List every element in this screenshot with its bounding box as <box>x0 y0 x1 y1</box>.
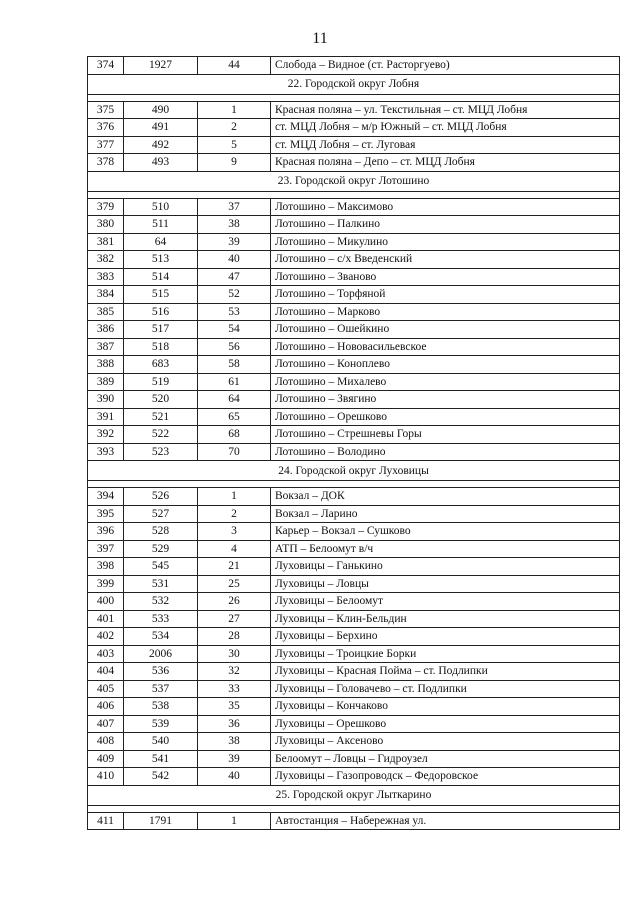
registry-number-cell: 493 <box>124 154 198 172</box>
route-number-cell: 47 <box>198 268 271 286</box>
table-row <box>88 750 620 768</box>
table-row <box>88 628 620 646</box>
routes-table <box>87 56 620 830</box>
row-number-cell: 393 <box>88 443 124 461</box>
row-number-cell: 411 <box>88 812 124 830</box>
row-number-cell: 401 <box>88 610 124 628</box>
route-number-cell: 65 <box>198 408 271 426</box>
table-row <box>88 57 620 75</box>
registry-number-cell: 542 <box>124 768 198 786</box>
route-number-cell: 2 <box>198 119 271 137</box>
row-number-cell: 403 <box>88 645 124 663</box>
table-row <box>88 136 620 154</box>
route-number-cell: 21 <box>198 558 271 576</box>
route-number-cell: 4 <box>198 540 271 558</box>
route-name-cell: Лотошино – Нововасильевское <box>271 338 620 356</box>
route-name-cell: Лотошино – Марково <box>271 303 620 321</box>
route-name-cell: Лотошино – с/х Введенский <box>271 251 620 269</box>
registry-number-cell: 538 <box>124 698 198 716</box>
route-number-cell: 64 <box>198 391 271 409</box>
row-number-cell: 400 <box>88 593 124 611</box>
table-row <box>88 251 620 269</box>
row-number-cell: 402 <box>88 628 124 646</box>
registry-number-cell: 527 <box>124 505 198 523</box>
section-title: 25. Городской округ Лыткарино <box>88 785 620 805</box>
route-number-cell: 35 <box>198 698 271 716</box>
registry-number-cell: 533 <box>124 610 198 628</box>
route-number-cell: 32 <box>198 663 271 681</box>
table-row <box>88 408 620 426</box>
row-number-cell: 394 <box>88 488 124 506</box>
row-number-cell: 399 <box>88 575 124 593</box>
route-name-cell: Луховицы – Аксеново <box>271 733 620 751</box>
section-header-row <box>88 171 620 191</box>
table-row <box>88 321 620 339</box>
section-spacer <box>88 481 620 488</box>
route-name-cell: Лотошино – Володино <box>271 443 620 461</box>
row-number-cell: 398 <box>88 558 124 576</box>
registry-number-cell: 519 <box>124 373 198 391</box>
row-number-cell: 409 <box>88 750 124 768</box>
registry-number-cell: 516 <box>124 303 198 321</box>
registry-number-cell: 540 <box>124 733 198 751</box>
table-row <box>88 645 620 663</box>
route-number-cell: 40 <box>198 768 271 786</box>
registry-number-cell: 513 <box>124 251 198 269</box>
row-number-cell: 397 <box>88 540 124 558</box>
row-number-cell: 396 <box>88 523 124 541</box>
table-row <box>88 575 620 593</box>
registry-number-cell: 537 <box>124 680 198 698</box>
route-name-cell: Красная поляна – Депо – ст. МЦД Лобня <box>271 154 620 172</box>
route-name-cell: Лотошино – Торфяной <box>271 286 620 304</box>
row-number-cell: 380 <box>88 216 124 234</box>
route-name-cell: АТП – Белоомут в/ч <box>271 540 620 558</box>
table-row <box>88 523 620 541</box>
route-name-cell: Автостанция – Набережная ул. <box>271 812 620 830</box>
section-title: 23. Городской округ Лотошино <box>88 171 620 191</box>
route-number-cell: 33 <box>198 680 271 698</box>
route-number-cell: 1 <box>198 488 271 506</box>
spacer-cell <box>88 94 620 101</box>
route-name-cell: Лотошино – Орешково <box>271 408 620 426</box>
table-row <box>88 768 620 786</box>
table-row <box>88 101 620 119</box>
route-name-cell: Лотошино – Максимово <box>271 198 620 216</box>
route-number-cell: 68 <box>198 426 271 444</box>
route-number-cell: 26 <box>198 593 271 611</box>
table-row <box>88 593 620 611</box>
registry-number-cell: 683 <box>124 356 198 374</box>
registry-number-cell: 526 <box>124 488 198 506</box>
row-number-cell: 377 <box>88 136 124 154</box>
row-number-cell: 385 <box>88 303 124 321</box>
table-row <box>88 812 620 830</box>
registry-number-cell: 528 <box>124 523 198 541</box>
registry-number-cell: 64 <box>124 233 198 251</box>
table-row <box>88 154 620 172</box>
section-title: 24. Городской округ Луховицы <box>88 461 620 481</box>
route-name-cell: Лотошино – Коноплево <box>271 356 620 374</box>
spacer-cell <box>88 481 620 488</box>
page-number: 11 <box>312 30 328 47</box>
row-number-cell: 406 <box>88 698 124 716</box>
route-name-cell: Луховицы – Ганькино <box>271 558 620 576</box>
row-number-cell: 384 <box>88 286 124 304</box>
route-name-cell: Луховицы – Белоомут <box>271 593 620 611</box>
route-number-cell: 30 <box>198 645 271 663</box>
row-number-cell: 383 <box>88 268 124 286</box>
table-row <box>88 505 620 523</box>
route-number-cell: 52 <box>198 286 271 304</box>
route-name-cell: Луховицы – Троицкие Борки <box>271 645 620 663</box>
registry-number-cell: 511 <box>124 216 198 234</box>
route-number-cell: 27 <box>198 610 271 628</box>
route-name-cell: Лотошино – Михалево <box>271 373 620 391</box>
registry-number-cell: 529 <box>124 540 198 558</box>
row-number-cell: 386 <box>88 321 124 339</box>
route-number-cell: 53 <box>198 303 271 321</box>
section-title: 22. Городской округ Лобня <box>88 74 620 94</box>
table-row <box>88 286 620 304</box>
routes-table-body <box>88 57 620 830</box>
registry-number-cell: 536 <box>124 663 198 681</box>
row-number-cell: 407 <box>88 715 124 733</box>
registry-number-cell: 545 <box>124 558 198 576</box>
registry-number-cell: 492 <box>124 136 198 154</box>
registry-number-cell: 539 <box>124 715 198 733</box>
table-row <box>88 558 620 576</box>
route-number-cell: 1 <box>198 812 271 830</box>
route-name-cell: Вокзал – Ларино <box>271 505 620 523</box>
section-spacer <box>88 805 620 812</box>
row-number-cell: 389 <box>88 373 124 391</box>
table-row <box>88 733 620 751</box>
route-name-cell: Луховицы – Берхино <box>271 628 620 646</box>
table-row <box>88 233 620 251</box>
table-row <box>88 356 620 374</box>
route-number-cell: 5 <box>198 136 271 154</box>
route-name-cell: Красная поляна – ул. Текстильная – ст. МЦД Лобня <box>271 101 620 119</box>
registry-number-cell: 510 <box>124 198 198 216</box>
route-number-cell: 38 <box>198 733 271 751</box>
route-number-cell: 9 <box>198 154 271 172</box>
route-name-cell: Белоомут – Ловцы – Гидроузел <box>271 750 620 768</box>
table-row <box>88 540 620 558</box>
registry-number-cell: 2006 <box>124 645 198 663</box>
table-row <box>88 391 620 409</box>
route-name-cell: Лотошино – Палкино <box>271 216 620 234</box>
row-number-cell: 408 <box>88 733 124 751</box>
route-number-cell: 58 <box>198 356 271 374</box>
registry-number-cell: 490 <box>124 101 198 119</box>
registry-number-cell: 518 <box>124 338 198 356</box>
route-name-cell: Луховицы – Газопроводск – Федоровское <box>271 768 620 786</box>
row-number-cell: 388 <box>88 356 124 374</box>
route-number-cell: 61 <box>198 373 271 391</box>
route-name-cell: Луховицы – Клин-Бельдин <box>271 610 620 628</box>
row-number-cell: 376 <box>88 119 124 137</box>
route-name-cell: Лотошино – Звягино <box>271 391 620 409</box>
table-row <box>88 373 620 391</box>
row-number-cell: 404 <box>88 663 124 681</box>
registry-number-cell: 532 <box>124 593 198 611</box>
registry-number-cell: 522 <box>124 426 198 444</box>
route-number-cell: 36 <box>198 715 271 733</box>
route-name-cell: Луховицы – Головачево – ст. Подлипки <box>271 680 620 698</box>
table-row <box>88 663 620 681</box>
section-header-row <box>88 785 620 805</box>
route-name-cell: Лотошино – Званово <box>271 268 620 286</box>
registry-number-cell: 1927 <box>124 57 198 75</box>
row-number-cell: 392 <box>88 426 124 444</box>
row-number-cell: 374 <box>88 57 124 75</box>
table-row <box>88 198 620 216</box>
row-number-cell: 378 <box>88 154 124 172</box>
route-number-cell: 56 <box>198 338 271 356</box>
registry-number-cell: 514 <box>124 268 198 286</box>
section-header-row <box>88 461 620 481</box>
route-name-cell: Луховицы – Орешково <box>271 715 620 733</box>
route-name-cell: Лотошино – Ошейкино <box>271 321 620 339</box>
section-spacer <box>88 191 620 198</box>
registry-number-cell: 523 <box>124 443 198 461</box>
route-number-cell: 37 <box>198 198 271 216</box>
table-row <box>88 715 620 733</box>
route-name-cell: Вокзал – ДОК <box>271 488 620 506</box>
table-row <box>88 610 620 628</box>
table-row <box>88 216 620 234</box>
registry-number-cell: 531 <box>124 575 198 593</box>
route-name-cell: Лотошино – Стрешневы Горы <box>271 426 620 444</box>
route-number-cell: 38 <box>198 216 271 234</box>
row-number-cell: 410 <box>88 768 124 786</box>
registry-number-cell: 515 <box>124 286 198 304</box>
route-number-cell: 39 <box>198 750 271 768</box>
registry-number-cell: 521 <box>124 408 198 426</box>
table-row <box>88 680 620 698</box>
table-row <box>88 698 620 716</box>
registry-number-cell: 541 <box>124 750 198 768</box>
route-number-cell: 44 <box>198 57 271 75</box>
table-row <box>88 268 620 286</box>
table-row <box>88 303 620 321</box>
spacer-cell <box>88 805 620 812</box>
route-number-cell: 3 <box>198 523 271 541</box>
section-spacer <box>88 94 620 101</box>
row-number-cell: 405 <box>88 680 124 698</box>
row-number-cell: 390 <box>88 391 124 409</box>
registry-number-cell: 517 <box>124 321 198 339</box>
route-number-cell: 28 <box>198 628 271 646</box>
section-header-row <box>88 74 620 94</box>
registry-number-cell: 520 <box>124 391 198 409</box>
route-name-cell: Карьер – Вокзал – Сушково <box>271 523 620 541</box>
route-number-cell: 54 <box>198 321 271 339</box>
route-number-cell: 70 <box>198 443 271 461</box>
table-row <box>88 426 620 444</box>
route-number-cell: 2 <box>198 505 271 523</box>
table-row <box>88 119 620 137</box>
row-number-cell: 382 <box>88 251 124 269</box>
table-row <box>88 338 620 356</box>
route-number-cell: 40 <box>198 251 271 269</box>
spacer-cell <box>88 191 620 198</box>
route-number-cell: 25 <box>198 575 271 593</box>
route-name-cell: Луховицы – Кончаково <box>271 698 620 716</box>
row-number-cell: 381 <box>88 233 124 251</box>
row-number-cell: 387 <box>88 338 124 356</box>
table-row <box>88 443 620 461</box>
table-row <box>88 488 620 506</box>
route-name-cell: ст. МЦД Лобня – ст. Луговая <box>271 136 620 154</box>
route-name-cell: Лотошино – Микулино <box>271 233 620 251</box>
route-name-cell: Луховицы – Ловцы <box>271 575 620 593</box>
route-number-cell: 1 <box>198 101 271 119</box>
registry-number-cell: 491 <box>124 119 198 137</box>
row-number-cell: 379 <box>88 198 124 216</box>
row-number-cell: 395 <box>88 505 124 523</box>
row-number-cell: 391 <box>88 408 124 426</box>
route-name-cell: Луховицы – Красная Пойма – ст. Подлипки <box>271 663 620 681</box>
route-name-cell: ст. МЦД Лобня – м/р Южный – ст. МЦД Лобня <box>271 119 620 137</box>
route-number-cell: 39 <box>198 233 271 251</box>
route-name-cell: Слобода – Видное (ст. Расторгуево) <box>271 57 620 75</box>
row-number-cell: 375 <box>88 101 124 119</box>
registry-number-cell: 1791 <box>124 812 198 830</box>
registry-number-cell: 534 <box>124 628 198 646</box>
